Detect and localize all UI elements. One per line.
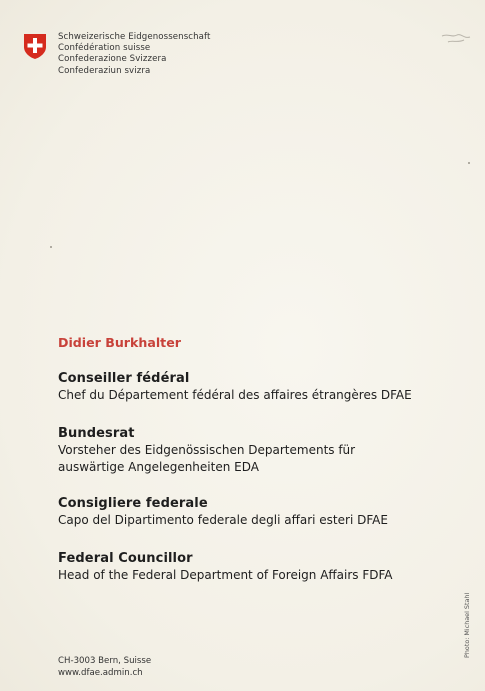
website-link[interactable]: www.dfae.admin.ch	[58, 667, 143, 678]
role-block-english	[58, 550, 393, 584]
role-description: Capo del Dipartimento federale degli affari esteri DFAE	[58, 513, 388, 527]
confederation-header	[58, 32, 210, 77]
swiss-cross-shield-icon	[23, 33, 47, 60]
role-title: Consigliere federale	[58, 496, 208, 511]
header-line-german: Schweizerische Eidgenossenschaft	[58, 32, 211, 42]
role-description: Chef du Département fédéral des affaires étrangères DFAE	[58, 388, 412, 402]
role-block-french	[58, 370, 412, 404]
paper-speck	[50, 246, 52, 248]
photo-credit-text: Photo: Michael Stahl	[463, 592, 471, 658]
footer-contact	[58, 656, 151, 679]
role-title: Federal Councillor	[58, 551, 193, 566]
photo-credit	[463, 592, 477, 658]
pencil-scribble	[440, 28, 474, 48]
postal-address: CH-3003 Bern, Suisse	[58, 656, 152, 666]
role-description: Head of the Federal Department of Foreign Affairs FDFA	[58, 568, 393, 582]
role-description: Vorsteher des Eidgenössischen Departements für	[58, 443, 356, 457]
role-block-german	[58, 425, 355, 476]
header-line-italian: Confederazione Svizzera	[58, 54, 167, 65]
header-line-romansh: Confederaziun svizra	[58, 65, 151, 76]
role-title: Bundesrat	[58, 426, 135, 441]
role-description: auswärtige Angelegenheiten EDA	[58, 460, 259, 474]
person-name: Didier Burkhalter	[58, 335, 181, 350]
role-title: Conseiller fédéral	[58, 371, 190, 386]
role-block-italian	[58, 495, 388, 529]
header-line-french: Confédération suisse	[58, 43, 151, 54]
paper-speck	[468, 162, 470, 164]
